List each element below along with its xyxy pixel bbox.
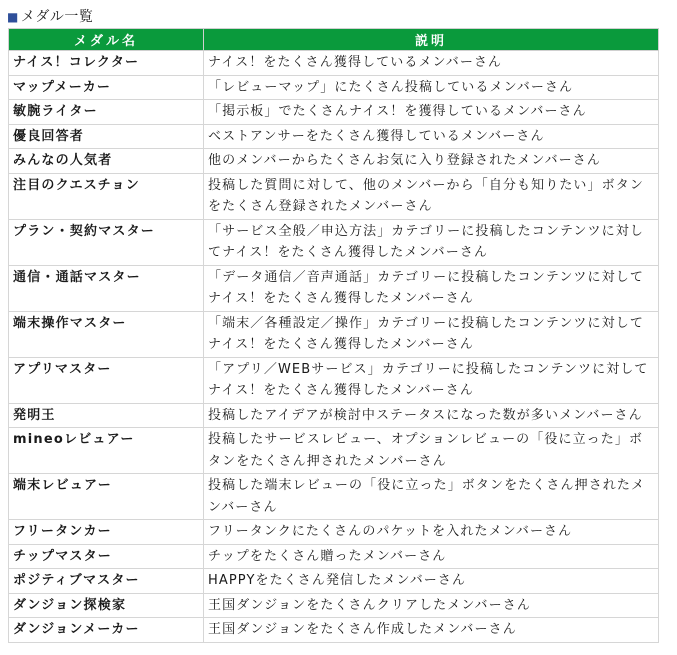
table-row [9,265,659,311]
table-row [9,149,659,174]
medal-name-cell: アプリマスター [9,357,204,403]
medal-name-cell: プラン・契約マスター [9,219,204,265]
table-row [9,51,659,76]
medal-description-cell: フリータンクにたくさんのパケットを入れたメンバーさん [204,520,659,545]
table-row [9,618,659,643]
medal-name-cell: 通信・通話マスター [9,265,204,311]
table-row [9,544,659,569]
table-row [9,403,659,428]
table-row [9,100,659,125]
table-row [9,124,659,149]
medal-description-cell: 他のメンバーからたくさんお気に入り登録されたメンバーさん [204,149,659,174]
table-row [9,428,659,474]
medal-name-cell: 発明王 [9,403,204,428]
medal-description-cell: 投稿した質問に対して、他のメンバーから「自分も知りたい」ボタンをたくさん登録されたメンバーさん [204,173,659,219]
column-header-desc: 説明 [204,29,659,51]
medal-description-cell: 投稿したサービスレビュー、オプションレビューの「役に立った」ボタンをたくさん押されたメンバーさん [204,428,659,474]
table-row [9,311,659,357]
table-row [9,173,659,219]
medal-description-cell: 「レビューマップ」にたくさん投稿しているメンバーさん [204,75,659,100]
table-header-row [9,29,659,51]
square-bullet-icon: ■ [7,10,19,24]
medal-name-cell: みんなの人気者 [9,149,204,174]
table-row [9,219,659,265]
medal-description-cell: 投稿した端末レビューの「役に立った」ボタンをたくさん押されたメンバーさん [204,474,659,520]
medal-name-cell: チップマスター [9,544,204,569]
table-row [9,357,659,403]
medal-name-cell: 端末操作マスター [9,311,204,357]
medal-description-cell: 「アプリ／WEBサービス」カテゴリーに投稿したコンテンツに対してナイス！をたくさん獲得したメンバーさん [204,357,659,403]
table-row [9,569,659,594]
medal-description-cell: 「端末／各種設定／操作」カテゴリーに投稿したコンテンツに対してナイス！をたくさん獲得したメンバーさん [204,311,659,357]
medal-name-cell: 端末レビュアー [9,474,204,520]
medal-name-cell: フリータンカー [9,520,204,545]
medal-description-cell: 「データ通信／音声通話」カテゴリーに投稿したコンテンツに対してナイス！をたくさん獲得したメンバーさん [204,265,659,311]
column-header-name: メダル名 [9,29,204,51]
medal-name-cell: ナイス！コレクター [9,51,204,76]
section-title-text: メダル一覧 [20,9,94,25]
medal-description-cell: 王国ダンジョンをたくさん作成したメンバーさん [204,618,659,643]
medal-description-cell: HAPPYをたくさん発信したメンバーさん [204,569,659,594]
medal-table [8,28,659,643]
medal-name-cell: mineoレビュアー [9,428,204,474]
table-body [9,51,659,643]
medal-description-cell: 「掲示板」でたくさんナイス！を獲得しているメンバーさん [204,100,659,125]
table-row [9,474,659,520]
table-row [9,520,659,545]
section-heading [7,8,677,28]
medal-name-cell: ダンジョンメーカー [9,618,204,643]
medal-name-cell: 敏腕ライター [9,100,204,125]
medal-description-cell: チップをたくさん贈ったメンバーさん [204,544,659,569]
medal-description-cell: ベストアンサーをたくさん獲得しているメンバーさん [204,124,659,149]
medal-description-cell: ナイス！をたくさん獲得しているメンバーさん [204,51,659,76]
medal-description-cell: 「サービス全般／申込方法」カテゴリーに投稿したコンテンツに対してナイス！をたくさん獲得したメンバーさん [204,219,659,265]
medal-name-cell: 優良回答者 [9,124,204,149]
medal-description-cell: 王国ダンジョンをたくさんクリアしたメンバーさん [204,593,659,618]
medal-description-cell: 投稿したアイデアが検討中ステータスになった数が多いメンバーさん [204,403,659,428]
table-row [9,593,659,618]
medal-name-cell: ポジティブマスター [9,569,204,594]
table-row [9,75,659,100]
medal-name-cell: マップメーカー [9,75,204,100]
medal-name-cell: 注目のクエスチョン [9,173,204,219]
medal-name-cell: ダンジョン探検家 [9,593,204,618]
